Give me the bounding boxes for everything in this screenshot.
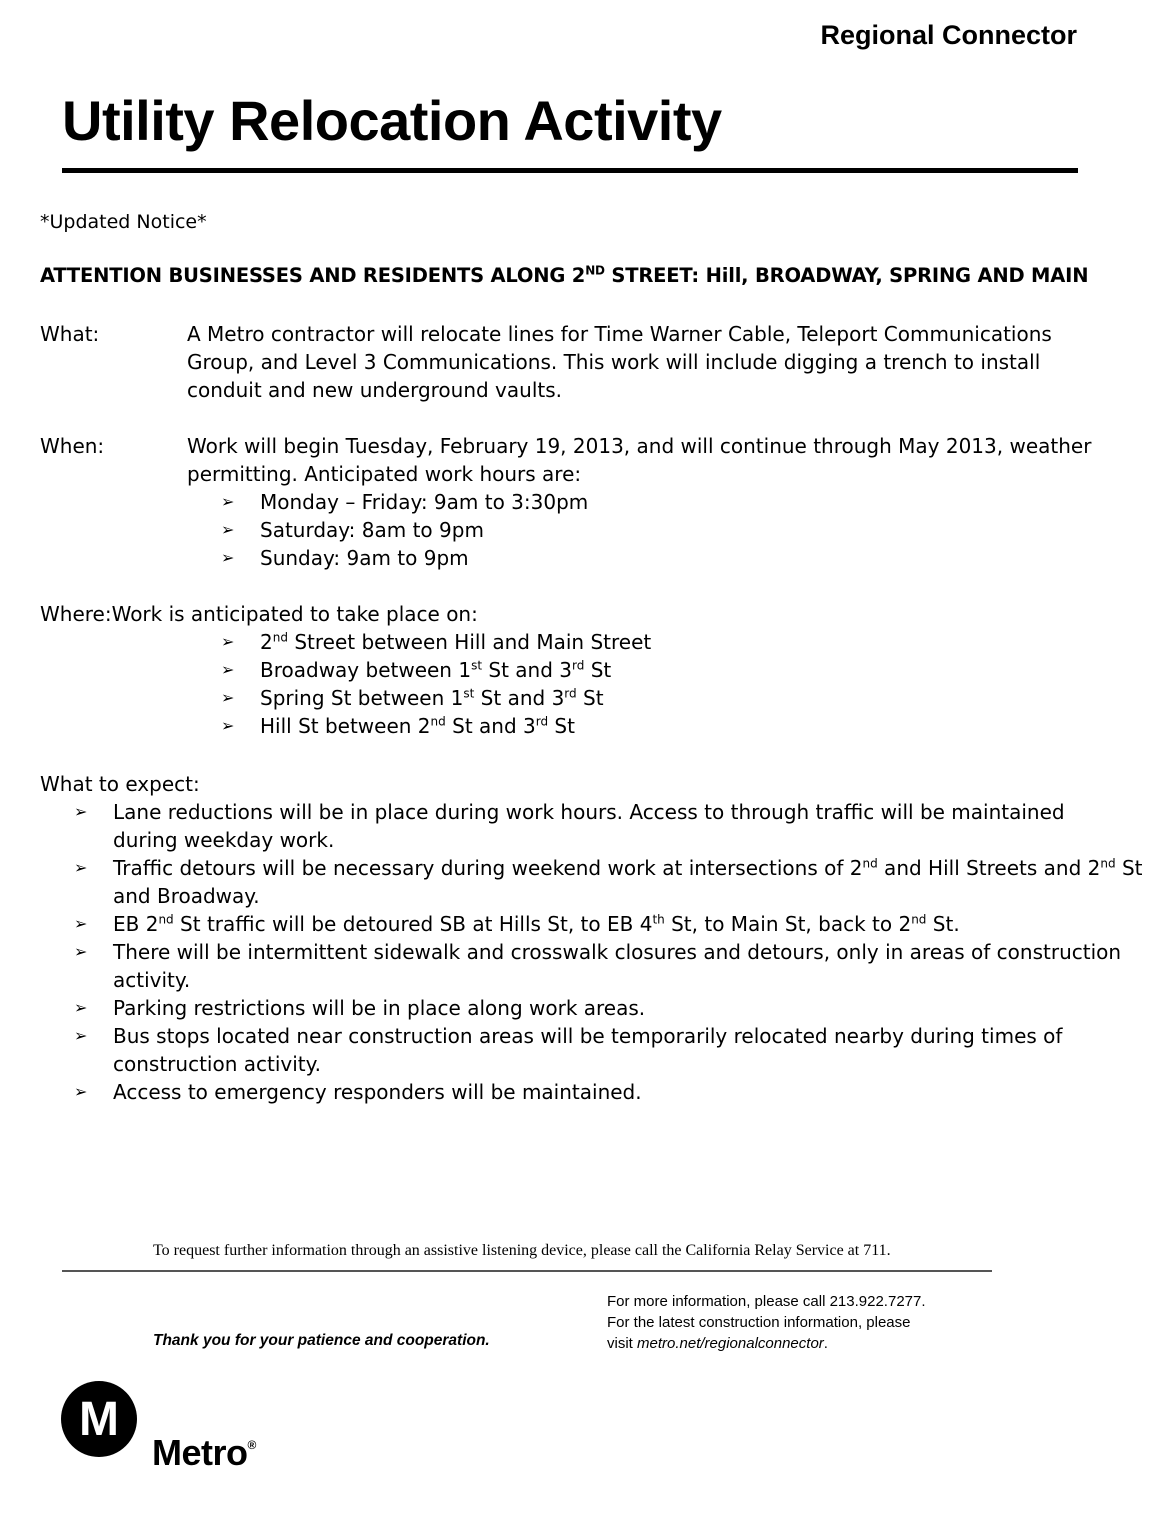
arrow-bullet-icon: ➢ bbox=[221, 632, 235, 651]
svg-text:M: M bbox=[79, 1393, 119, 1446]
expectations-list bbox=[74, 798, 1144, 1106]
when-text: Work will begin Tuesday, February 19, 2013, and will continue through May 2013, weather permitting. Anticipated work hours are: bbox=[187, 434, 1092, 486]
arrow-bullet-icon: ➢ bbox=[74, 802, 88, 821]
thanks-text: Thank you for your patience and cooperation. bbox=[153, 1332, 490, 1349]
list-item: ➢ Spring St between 1st St and 3rd St bbox=[221, 686, 604, 710]
arrow-bullet-icon: ➢ bbox=[74, 1026, 88, 1045]
list-item: ➢ There will be intermittent sidewalk and crosswalk closures and detours, only in areas of construction activity. bbox=[74, 940, 1122, 992]
list-item: ➢ EB 2nd St traffic will be detoured SB at Hills St, to EB 4th St, to Main St, back to 2nd St. bbox=[74, 912, 960, 936]
when-label: When: bbox=[40, 434, 105, 458]
work-locations-list bbox=[221, 628, 651, 740]
arrow-bullet-icon: ➢ bbox=[221, 548, 235, 567]
arrow-bullet-icon: ➢ bbox=[74, 1082, 88, 1101]
metro-logo-icon bbox=[60, 1380, 138, 1458]
attention-heading: ATTENTION BUSINESSES AND RESIDENTS ALONG 2ND STREET: Hill, BROADWAY, SPRING AND MAIN bbox=[40, 263, 1089, 287]
contact-info: For more information, please call 213.922.7277. For the latest construction information, please visit metro.net/regionalconnector. bbox=[607, 1293, 926, 1352]
list-item: ➢ Monday – Friday: 9am to 3:30pm bbox=[221, 490, 589, 514]
page-title: Utility Relocation Activity bbox=[62, 89, 722, 152]
list-item: ➢ Saturday: 8am to 9pm bbox=[221, 518, 484, 542]
where-label: Where: bbox=[40, 602, 112, 626]
what-text: A Metro contractor will relocate lines for Time Warner Cable, Teleport Communications Group, and Level 3 Communications. This work will include digging a trench to install conduit and new underground vaults. bbox=[187, 322, 1052, 402]
title-divider bbox=[62, 168, 1078, 173]
list-item: ➢ Traffic detours will be necessary during weekend work at intersections of 2nd and Hill Streets and 2nd St and Broadway. bbox=[74, 856, 1143, 908]
arrow-bullet-icon: ➢ bbox=[221, 660, 235, 679]
arrow-bullet-icon: ➢ bbox=[221, 688, 235, 707]
metro-wordmark: Metro® bbox=[152, 1432, 256, 1473]
work-hours-list bbox=[221, 488, 588, 572]
list-item: ➢ 2nd Street between Hill and Main Street bbox=[221, 630, 652, 654]
where-intro: Where:Work is anticipated to take place on: bbox=[40, 602, 478, 626]
program-name: Regional Connector bbox=[820, 20, 1077, 50]
footer-divider bbox=[62, 1270, 992, 1272]
list-item: ➢ Broadway between 1st St and 3rd St bbox=[221, 658, 612, 682]
list-item: ➢ Lane reductions will be in place during work hours. Access to through traffic will be maintained during weekday work. bbox=[74, 800, 1065, 852]
relay-service-note: To request further information through an assistive listening device, please call the California Relay Service at 711. bbox=[153, 1242, 891, 1259]
list-item: ➢ Parking restrictions will be in place along work areas. bbox=[74, 996, 646, 1020]
arrow-bullet-icon: ➢ bbox=[74, 914, 88, 933]
arrow-bullet-icon: ➢ bbox=[74, 858, 88, 877]
list-item: ➢ Sunday: 9am to 9pm bbox=[221, 546, 469, 570]
arrow-bullet-icon: ➢ bbox=[221, 716, 235, 735]
arrow-bullet-icon: ➢ bbox=[74, 998, 88, 1017]
list-item: ➢ Access to emergency responders will be maintained. bbox=[74, 1080, 642, 1104]
arrow-bullet-icon: ➢ bbox=[221, 520, 235, 539]
what-label: What: bbox=[40, 322, 100, 346]
updated-notice: *Updated Notice* bbox=[40, 211, 207, 233]
list-item: ➢ Hill St between 2nd St and 3rd St bbox=[221, 714, 575, 738]
arrow-bullet-icon: ➢ bbox=[221, 492, 235, 511]
website-link[interactable]: metro.net/regionalconnector bbox=[637, 1335, 824, 1352]
arrow-bullet-icon: ➢ bbox=[74, 942, 88, 961]
list-item: ➢ Bus stops located near construction areas will be temporarily relocated nearby during times of construction activity. bbox=[74, 1024, 1063, 1076]
expect-label: What to expect: bbox=[40, 772, 200, 796]
